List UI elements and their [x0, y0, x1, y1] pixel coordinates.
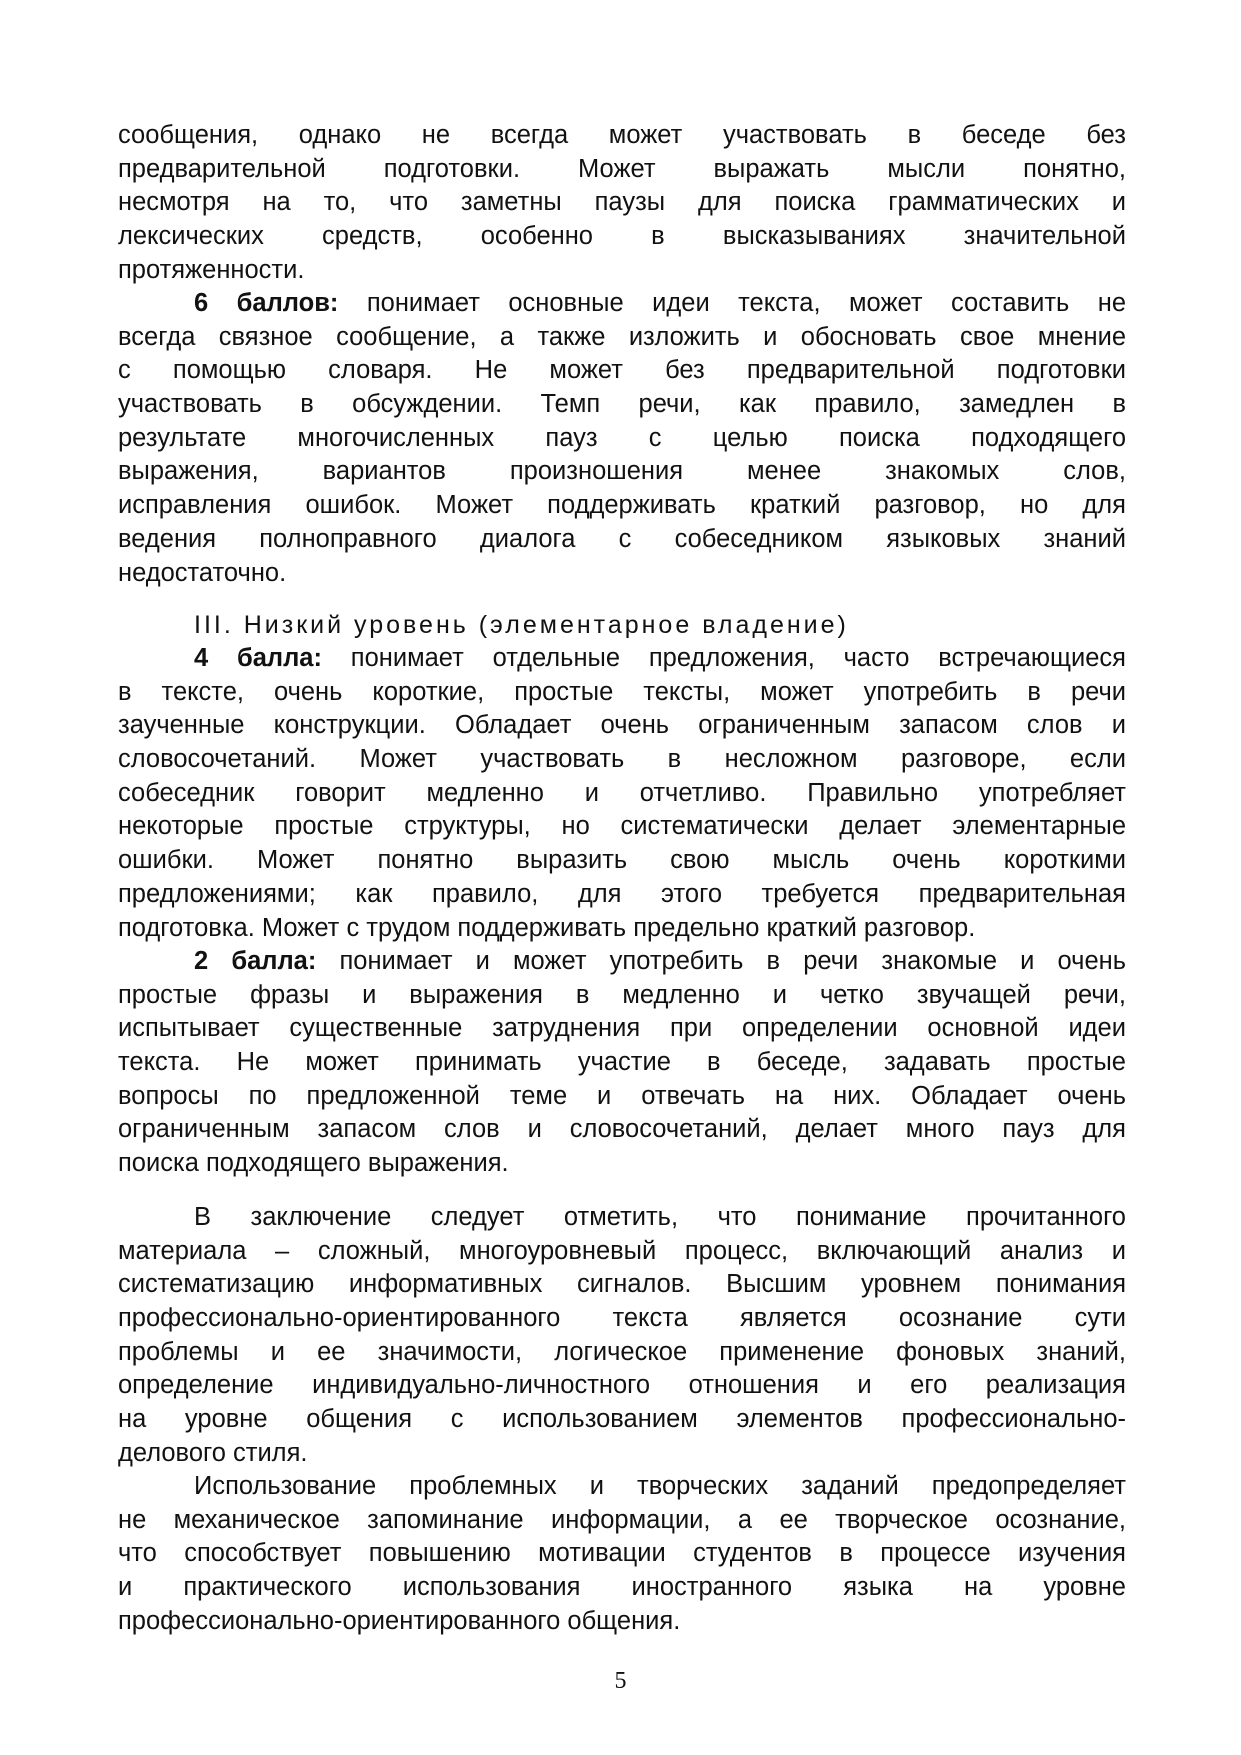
text-line: простые фразы и выражения в медленно и четко звучащей речи, — [118, 980, 1126, 1009]
text-line: материала – сложный, многоуровневый процесс, включающий анализ и — [118, 1236, 1126, 1265]
text-line: профессионально-ориентированного текста является осознание сути — [118, 1304, 1126, 1333]
text-line: предложениями; как правило, для этого требуется предварительная — [118, 879, 1126, 908]
paragraph — [118, 1470, 1126, 1638]
text-line: поиска подходящего выражения. — [118, 1149, 509, 1178]
text-line-rest: понимает отдельные предложения, часто встречающиеся — [321, 644, 1126, 672]
text-line: подготовка. Может с трудом поддерживать предельно краткий разговор. — [118, 913, 976, 942]
paragraph — [118, 945, 1126, 1181]
score-label: 6 баллов: — [194, 289, 339, 317]
text-line: несмотря на то, что заметны паузы для поиска грамматических и — [118, 188, 1126, 217]
text-line: предварительной подготовки. Может выражать мысли понятно, — [118, 154, 1126, 183]
text-line: результате многочисленных пауз с целью поиска подходящего — [118, 423, 1126, 452]
text-line: некоторые простые структуры, но систематически делает элементарные — [118, 812, 1126, 841]
text-line: что способствует повышению мотивации студентов в процессе изучения — [118, 1539, 1126, 1568]
text-line: в тексте, очень короткие, простые тексты, может употребить в речи — [118, 677, 1126, 706]
text-line: В заключение следует отметить, что понимание прочитанного — [194, 1203, 1126, 1231]
text-line: проблемы и ее значимости, логическое применение фоновых знаний, — [118, 1337, 1126, 1366]
text-line: определение индивидуально-личностного отношения и его реализация — [118, 1371, 1126, 1400]
text-line: лексических средств, особенно в высказываниях значительной — [118, 222, 1126, 251]
page-number: 5 — [614, 1668, 627, 1694]
text-line: текста. Не может принимать участие в беседе, задавать простые — [118, 1048, 1126, 1077]
score-label: 2 балла: — [194, 947, 317, 975]
text-line: профессионально-ориентированного общения. — [118, 1606, 681, 1635]
text-line: ограниченным запасом слов и словосочетаний, делает много пауз для — [118, 1115, 1126, 1144]
text-line: сообщения, однако не всегда может участвовать в беседе без — [118, 121, 1126, 149]
text-line: систематизацию информативных сигналов. Высшим уровнем понимания — [118, 1270, 1126, 1299]
text-line — [118, 287, 1126, 321]
text-line: с помощью словаря. Не может без предварительной подготовки — [118, 356, 1126, 385]
paragraph — [118, 119, 1126, 287]
text-line: выражения, вариантов произношения менее знакомых слов, — [118, 457, 1126, 486]
score-label: 4 балла: — [194, 644, 322, 672]
text-line: делового стиля. — [118, 1438, 308, 1467]
text-line-rest: понимает основные идеи текста, может составить не — [338, 289, 1126, 317]
text-line: протяженности. — [118, 255, 305, 284]
text-line-rest: понимает и может употребить в речи знакомые и очень — [316, 947, 1126, 975]
text-line: на уровне общения с использованием элементов профессионально- — [118, 1405, 1126, 1434]
text-line — [118, 642, 1126, 676]
paragraph — [118, 1201, 1126, 1471]
text-line: Использование проблемных и творческих заданий предопределяет — [194, 1472, 1126, 1500]
text-line: ведения полноправного диалога с собеседником языковых знаний — [118, 524, 1126, 553]
text-line: собеседник говорит медленно и отчетливо. Правильно употребляет — [118, 778, 1126, 807]
text-line — [118, 945, 1126, 979]
paragraph — [118, 642, 1126, 945]
text-line: вопросы по предложенной теме и отвечать на них. Обладает очень — [118, 1081, 1126, 1110]
text-line: всегда связное сообщение, а также изложить и обосновать свое мнение — [118, 322, 1126, 351]
text-line: ошибки. Может понятно выразить свою мысль очень короткими — [118, 846, 1126, 875]
text-line: словосочетаний. Может участвовать в несложном разговоре, если — [118, 745, 1126, 774]
section-heading-text: III. Низкий уровень (элементарное владение) — [194, 611, 849, 639]
text-line: исправления ошибок. Может поддерживать краткий разговор, но для — [118, 491, 1126, 520]
text-line: не механическое запоминание информации, а ее творческое осознание, — [118, 1505, 1126, 1534]
text-line: участвовать в обсуждении. Темп речи, как правило, замедлен в — [118, 390, 1126, 419]
paragraph — [118, 287, 1126, 590]
text-line: недостаточно. — [118, 558, 287, 587]
section-heading — [118, 609, 1126, 643]
text-line: и практического использования иностранного языка на уровне — [118, 1573, 1126, 1602]
text-line: заученные конструкции. Обладает очень ограниченным запасом слов и — [118, 711, 1126, 740]
text-line: испытывает существенные затруднения при определении основной идеи — [118, 1014, 1126, 1043]
